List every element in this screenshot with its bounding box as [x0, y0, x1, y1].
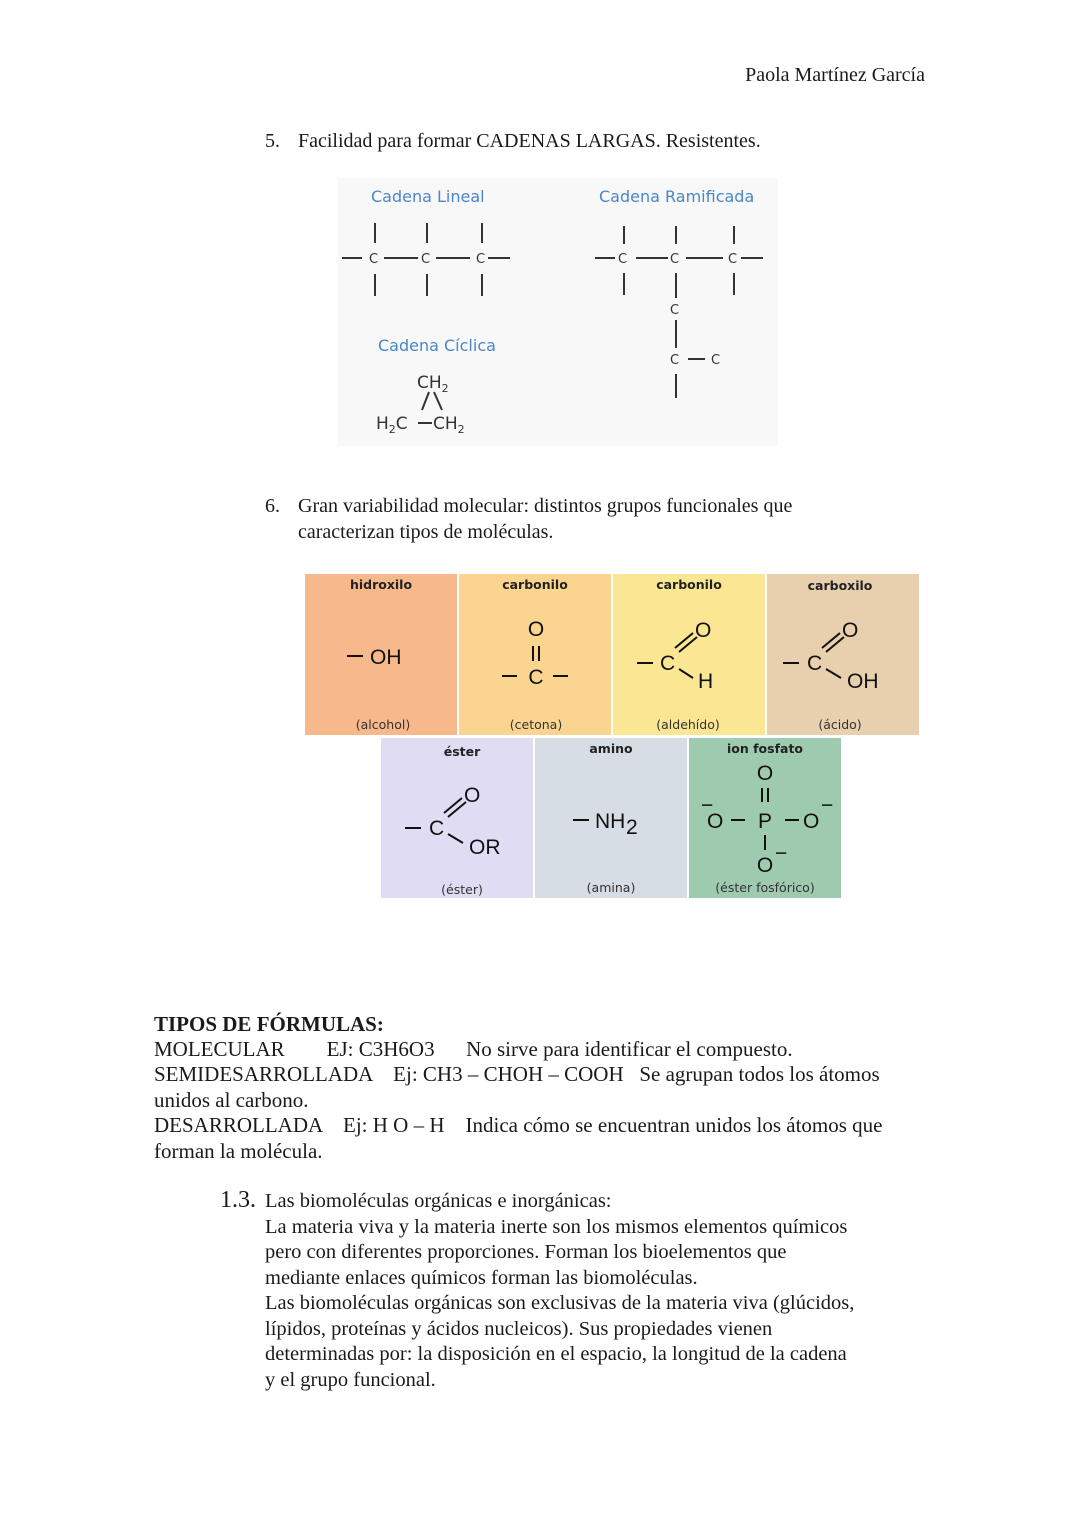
oxygen-atom: O [842, 619, 859, 642]
section-line-4: Las biomoléculas orgánicas son exclusivas de la materia viva (glúcidos, [265, 1292, 855, 1314]
item-6-line-2: caracterizan tipos de moléculas. [298, 521, 554, 543]
phosphorus-atom: P [757, 810, 773, 833]
oxygen-atom: O [464, 784, 481, 807]
section-line-7: y el grupo funcional. [265, 1369, 436, 1391]
carbon-atom: C [670, 303, 680, 318]
group-caption: (aldehído) [656, 717, 720, 732]
cyclic-left-atom: $H_2C$ [376, 414, 408, 436]
negative-charge: − [775, 842, 788, 865]
group-amino [535, 738, 687, 898]
section-line-2: pero con diferentes proporciones. Forman los bioelementos que [265, 1241, 787, 1263]
formulas-line-3: unidos al carbono. [154, 1088, 309, 1112]
cyclic-right-atom: $CH_2$ [433, 414, 465, 436]
item-6-number: 6. [265, 495, 280, 517]
carbon-atom: C [807, 652, 823, 675]
group-caption: (ácido) [818, 717, 862, 732]
section-line-1: La materia viva y la materia inerte son los mismos elementos químicos [265, 1216, 848, 1238]
item-6-line-1: Gran variabilidad molecular: distintos grupos funcionales que [298, 495, 793, 517]
section-number: 1.3. [220, 1187, 256, 1213]
formulas-line-2: SEMIDESARROLLADA Ej: CH3 – CHOH – COOH Se agrupan todos los átomos [154, 1062, 880, 1086]
group-hidroxilo [305, 574, 457, 735]
group-ion-fosfato [689, 738, 841, 898]
carbon-atom: C [476, 252, 486, 267]
group-caption: (amina) [586, 880, 636, 895]
oxygen-atom: O [527, 618, 545, 641]
carbon-atom: C [660, 652, 676, 675]
formula-subscript: 2 [626, 816, 638, 839]
group-title: amino [589, 741, 633, 756]
item-5-text: Facilidad para formar CADENAS LARGAS. Resistentes. [298, 130, 761, 152]
hydrogen-atom: H [698, 670, 714, 693]
group-title: ion fosfato [726, 741, 804, 756]
oxygen-atom: O [707, 810, 724, 833]
group-carboxilo [767, 574, 919, 735]
carbon-atom: C [429, 817, 445, 840]
group-caption: (cetona) [509, 717, 563, 732]
group-formula: NH [595, 810, 626, 833]
section-line-5: lípidos, proteínas y ácidos nucleicos). Sus propiedades vienen [265, 1318, 773, 1340]
group-title: carbonilo [502, 577, 568, 592]
hydroxyl-substituent: OH [847, 670, 879, 693]
group-ester [381, 738, 533, 898]
linear-chain-title: Cadena Lineal [371, 187, 485, 206]
carbon-atom: C [670, 353, 680, 368]
oxygen-atom: O [756, 854, 774, 877]
carbon-atom: C [369, 252, 379, 267]
cyclopropane-diagram [376, 373, 465, 436]
group-caption: (alcohol) [355, 717, 411, 732]
formulas-line-1: MOLECULAR EJ: C3H6O3 No sirve para identificar el compuesto. [154, 1037, 793, 1061]
formulas-line-5: forman la molécula. [154, 1139, 323, 1163]
oxygen-atom: O [803, 810, 820, 833]
carbon-atom: C [670, 252, 680, 267]
cyclic-chain-title: Cadena Cíclica [378, 336, 496, 355]
group-caption: (éster fosfórico) [715, 880, 815, 895]
carbon-chains-figure [338, 178, 778, 446]
formulas-heading: TIPOS DE FÓRMULAS: [154, 1012, 384, 1036]
carbon-atom: C [728, 252, 738, 267]
negative-charge: − [821, 794, 834, 817]
carbon-atom: C [711, 353, 721, 368]
cyclic-top-atom: $CH_2$ [417, 373, 449, 395]
group-title: carboxilo [807, 578, 873, 593]
branched-chain-title: Cadena Ramificada [599, 187, 755, 206]
group-caption: (éster) [441, 882, 483, 897]
carbon-atom: C [528, 666, 544, 689]
group-formula: OH [370, 646, 402, 669]
group-title: éster [443, 744, 481, 759]
section-line-6: determinadas por: la disposición en el espacio, la longitud de la cadena [265, 1343, 847, 1365]
carbon-atom: C [618, 252, 628, 267]
item-5-number: 5. [265, 130, 280, 152]
negative-charge: − [701, 794, 714, 817]
oxygen-atom: O [756, 762, 774, 785]
group-title: hidroxilo [349, 577, 413, 592]
author-name: Paola Martínez García [745, 64, 925, 86]
group-carbonilo-aldehido [613, 574, 765, 735]
oxygen-atom: O [695, 619, 712, 642]
or-substituent: OR [469, 836, 501, 859]
formulas-line-4: DESARROLLADA Ej: H O – H Indica cómo se encuentran unidos los átomos que [154, 1113, 883, 1137]
group-carbonilo-cetona [459, 574, 611, 735]
carbon-atom: C [421, 252, 431, 267]
section-title: Las biomoléculas orgánicas e inorgánicas: [265, 1190, 612, 1212]
group-title: carbonilo [656, 577, 722, 592]
section-line-3: mediante enlaces químicos forman las biomoléculas. [265, 1267, 698, 1289]
